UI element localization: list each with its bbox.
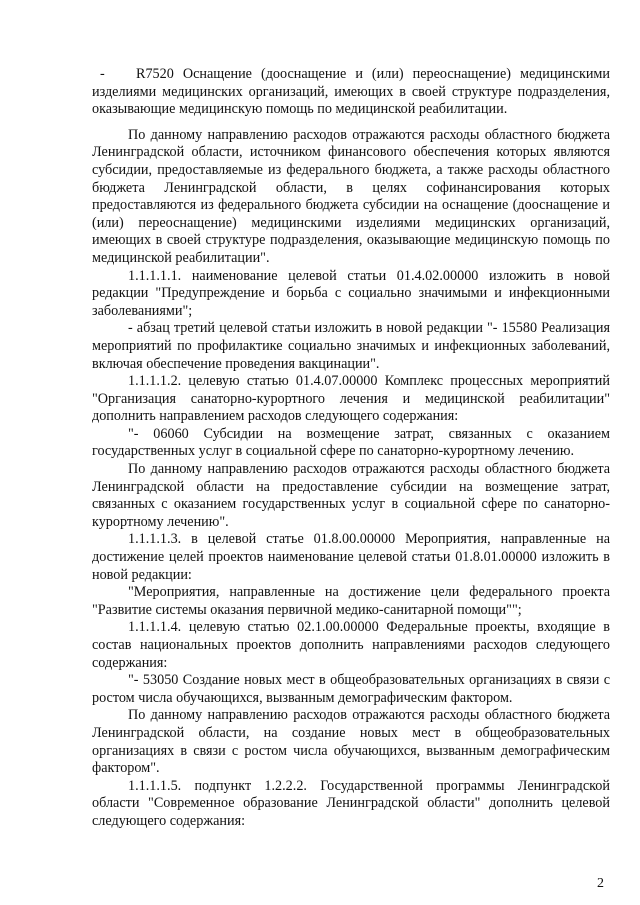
- paragraph-1-1-1-1-5: 1.1.1.1.5. подпункт 1.2.2.2. Государственной программы Ленинградской области "Современное образование Ленинградской области" дополнить целевой следующего содержания:: [92, 777, 610, 829]
- paragraph-r7520-description: По данному направлению расходов отражаются расходы областного бюджета Ленинградской области, источником финансового обеспечения которых являются субсидии, предоставляемые из федерального бюджета, а также расходы областного бюджета Ленинградской области, в целях софинансирования которых предоставляются из федерального бюджета субсидии на оснащение (дооснащение и (или) переоснащение) медицинскими изделиями медицинских организаций, имеющих в своей структуре подразделения, оказывающие медицинскую помощь по медицинской реабилитации".: [92, 126, 610, 266]
- paragraph-53050-description: По данному направлению расходов отражаются расходы областного бюджета Ленинградской области, на создание новых мест в общеобразовательных организациях в связи с ростом числа обучающихся, вызванным демографическим фактором".: [92, 707, 610, 777]
- paragraph-06060: "- 06060 Субсидии на возмещение затрат, связанных с оказанием государственных услуг в социальной сфере по санаторно-курортному лечению.: [92, 425, 610, 460]
- paragraph-1-1-1-1-1: 1.1.1.1.1. наименование целевой статьи 01.4.02.00000 изложить в новой редакции "Предупреждение и борьба с социально значимыми и инфекционными заболеваниями";: [92, 267, 610, 319]
- paragraph-r7520: - R7520 Оснащение (дооснащение и (или) переоснащение) медицинскими изделиями медицинских организаций, имеющих в своей структуре подразделения, оказывающие медицинскую помощь по медицинской реабилитации.: [92, 66, 610, 118]
- page-number: 2: [597, 876, 604, 891]
- paragraph-53050: "- 53050 Создание новых мест в общеобразовательных организациях в связи с ростом числа обучающихся, вызванным демографическим фактором.: [92, 672, 610, 706]
- paragraph-abzac-tretiy: - абзац третий целевой статьи изложить в новой редакции "- 15580 Реализация мероприятий по профилактике социально значимых и инфекционных заболеваний, включая обеспечение проведения вакцинации".: [92, 320, 610, 372]
- document-body: [92, 66, 610, 831]
- paragraph-06060-description: По данному направлению расходов отражаются расходы областного бюджета Ленинградской области на предоставление субсидии на возмещение затрат, связанных с оказанием государственных услуг в социальной сфере по санаторно-курортному лечению".: [92, 461, 610, 530]
- paragraph-new-title: "Мероприятия, направленные на достижение цели федерального проекта "Развитие системы оказания первичной медико-санитарной помощи"";: [92, 584, 610, 618]
- paragraph-1-1-1-1-4: 1.1.1.1.4. целевую статью 02.1.00.00000 Федеральные проекты, входящие в состав национальных проектов дополнить направлениями расходов следующего содержания:: [92, 619, 610, 671]
- paragraph-1-1-1-1-2: 1.1.1.1.2. целевую статью 01.4.07.00000 Комплекс процессных мероприятий "Организация санаторно-курортного лечения и медицинской реабилитации" дополнить направлением расходов следующего содержания:: [92, 373, 610, 425]
- paragraph-1-1-1-1-3: 1.1.1.1.3. в целевой статье 01.8.00.00000 Мероприятия, направленные на достижение целей проектов наименование целевой статьи 01.8.01.00000 изложить в новой редакции:: [92, 531, 610, 583]
- bullet-dash: -: [100, 66, 105, 82]
